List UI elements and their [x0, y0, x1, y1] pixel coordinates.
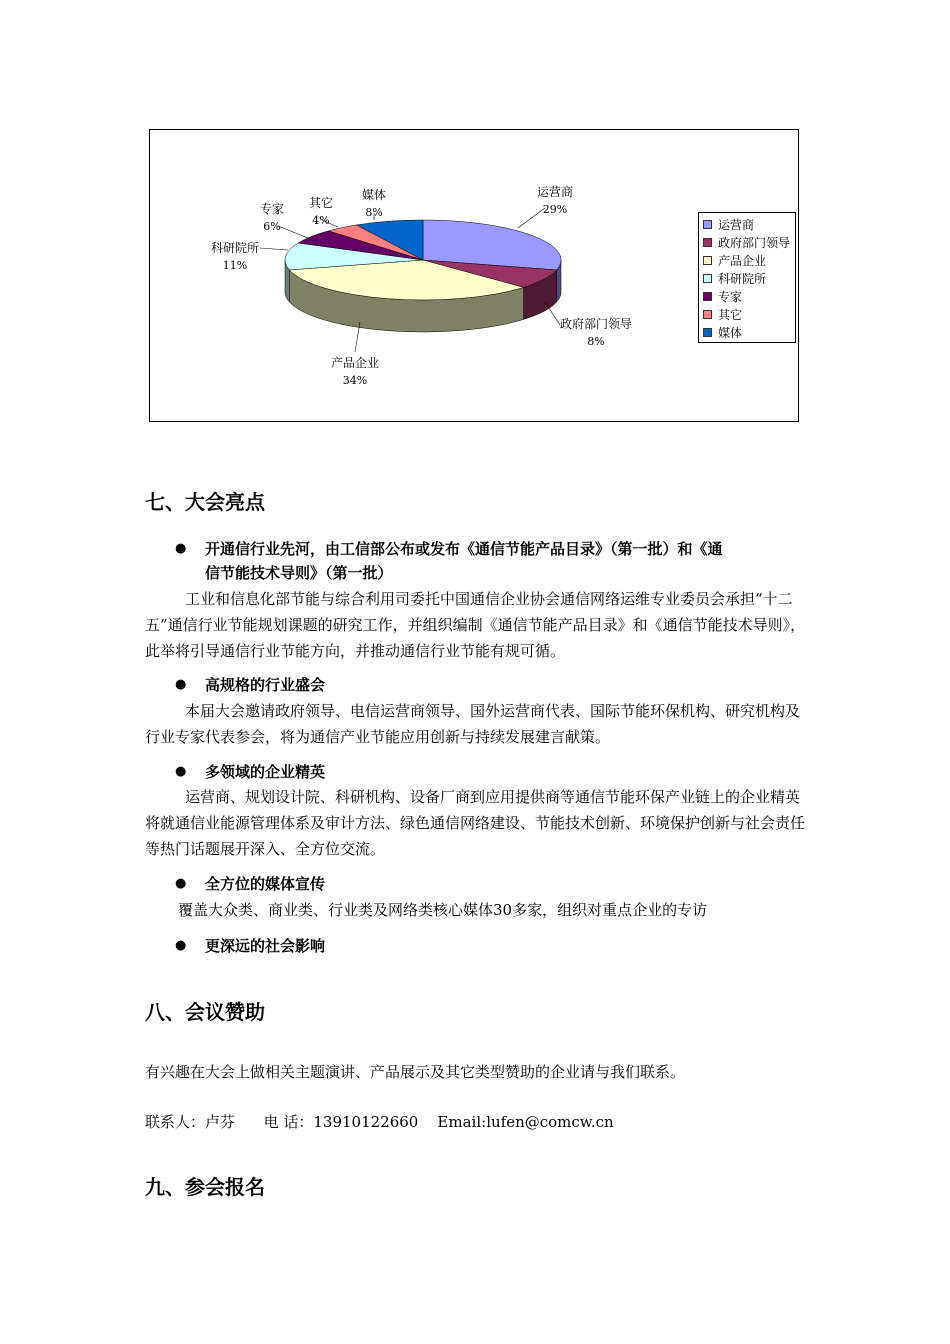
pie-label: 其它 — [308, 196, 334, 210]
pie-leader-line — [278, 226, 308, 238]
pie-label: 产品企业 — [330, 356, 380, 370]
pie-label: 科研院所 — [210, 241, 260, 255]
legend-swatch — [703, 256, 712, 265]
bullet-item-1 — [175, 537, 723, 585]
bullet-heading: 高规格的行业盛会 — [205, 676, 326, 694]
pie-percent: 6% — [263, 220, 281, 233]
bullet-icon: ● — [175, 677, 187, 692]
pie-leader-line — [518, 208, 545, 228]
section-7-heading: 七、大会亮点 — [145, 490, 265, 514]
legend-item — [703, 233, 795, 251]
bullet-heading: 多领域的企业精英 — [205, 763, 326, 781]
sponsor-intro: 有兴趣在大会上做相关主题演讲、产品展示及其它类型赞助的企业请与我们联系。 — [145, 1063, 686, 1081]
section-9-heading: 九、参会报名 — [145, 1175, 265, 1199]
pie-label: 政府部门领导 — [559, 317, 633, 331]
pie-percent: 34% — [342, 374, 368, 387]
legend-item — [703, 287, 795, 305]
bullet-body-1: 工业和信息化部节能与综合利用司委托中国通信企业协会通信网络运维专业委员会承担“十二五”通信行业节能规划课题的研究工作，并组织编制《通信节能产品目录》和《通信节能技术导则》，此举将引导通信行业节能方向，并推动通信行业节能有规可循。 — [145, 590, 806, 660]
bullet-icon: ● — [175, 764, 187, 779]
pie-label: 专家 — [259, 202, 285, 216]
legend-item — [703, 215, 795, 233]
legend-swatch — [703, 328, 712, 337]
bullet-icon: ● — [175, 938, 187, 953]
legend-item — [703, 305, 795, 323]
legend-label: 媒体 — [718, 325, 743, 340]
bullet-body-2: 本届大会邀请政府领导、电信运营商领导、国外运营商代表、国际节能环保机构、研究机构及行业专家代表参会，将为通信产业节能应用创新与持续发展建言献策。 — [145, 702, 801, 746]
pie-percent: 29% — [542, 203, 568, 216]
bullet-item-4 — [175, 872, 325, 896]
bullet-item-5 — [175, 934, 325, 958]
legend-label: 专家 — [718, 289, 743, 304]
legend-swatch — [703, 310, 712, 319]
pie-chart-frame — [149, 129, 799, 422]
contact-line: 联系人：卢芬 电 话：13910122660 Email:lufen@comcw.cn — [145, 1113, 614, 1131]
pie-percent: 8% — [587, 335, 605, 348]
pie-percent: 8% — [365, 206, 383, 219]
pie-percent: 4% — [312, 214, 330, 227]
bullet-item-2 — [175, 673, 325, 697]
bullet-icon: ● — [175, 541, 187, 556]
bullet-item-3 — [175, 760, 325, 784]
legend-item — [703, 251, 795, 269]
legend-swatch — [703, 292, 712, 301]
legend-swatch — [703, 238, 712, 247]
pie-label: 运营商 — [536, 185, 574, 199]
legend-swatch — [703, 274, 712, 283]
legend-label: 科研院所 — [718, 271, 767, 286]
legend-item — [703, 323, 795, 341]
bullet-body-3: 运营商、规划设计院、科研机构、设备厂商到应用提供商等通信节能环保产业链上的企业精英将就通信业能源管理体系及审计方法、绿色通信网络建设、节能技术创新、环境保护创新与社会责任等热门话题展开深入、全方位交流。 — [145, 788, 806, 858]
pie-leader-line — [260, 248, 288, 250]
bullet-heading: 全方位的媒体宣传 — [205, 875, 326, 893]
legend-label: 政府部门领导 — [718, 235, 791, 250]
pie-label: 媒体 — [361, 188, 387, 202]
bullet-heading-line: 开通信行业先河，由工信部公布或发布《通信节能产品目录》（第一批）和《通 — [205, 540, 723, 558]
legend-label: 产品企业 — [718, 253, 767, 268]
chart-legend — [698, 212, 796, 343]
pie-percent: 11% — [222, 259, 248, 272]
legend-label: 其它 — [718, 307, 743, 322]
section-8-heading: 八、会议赞助 — [145, 1000, 265, 1024]
bullet-heading: 更深远的社会影响 — [205, 937, 326, 955]
legend-label: 运营商 — [718, 217, 755, 232]
bullet-body-4: 覆盖大众类、商业类、行业类及网络类核心媒体30多家，组织对重点企业的专访 — [178, 901, 708, 919]
legend-swatch — [703, 220, 712, 229]
bullet-heading-line: 信节能技术导则》（第一批） — [205, 564, 393, 582]
bullet-icon: ● — [175, 876, 187, 891]
legend-item — [703, 269, 795, 287]
